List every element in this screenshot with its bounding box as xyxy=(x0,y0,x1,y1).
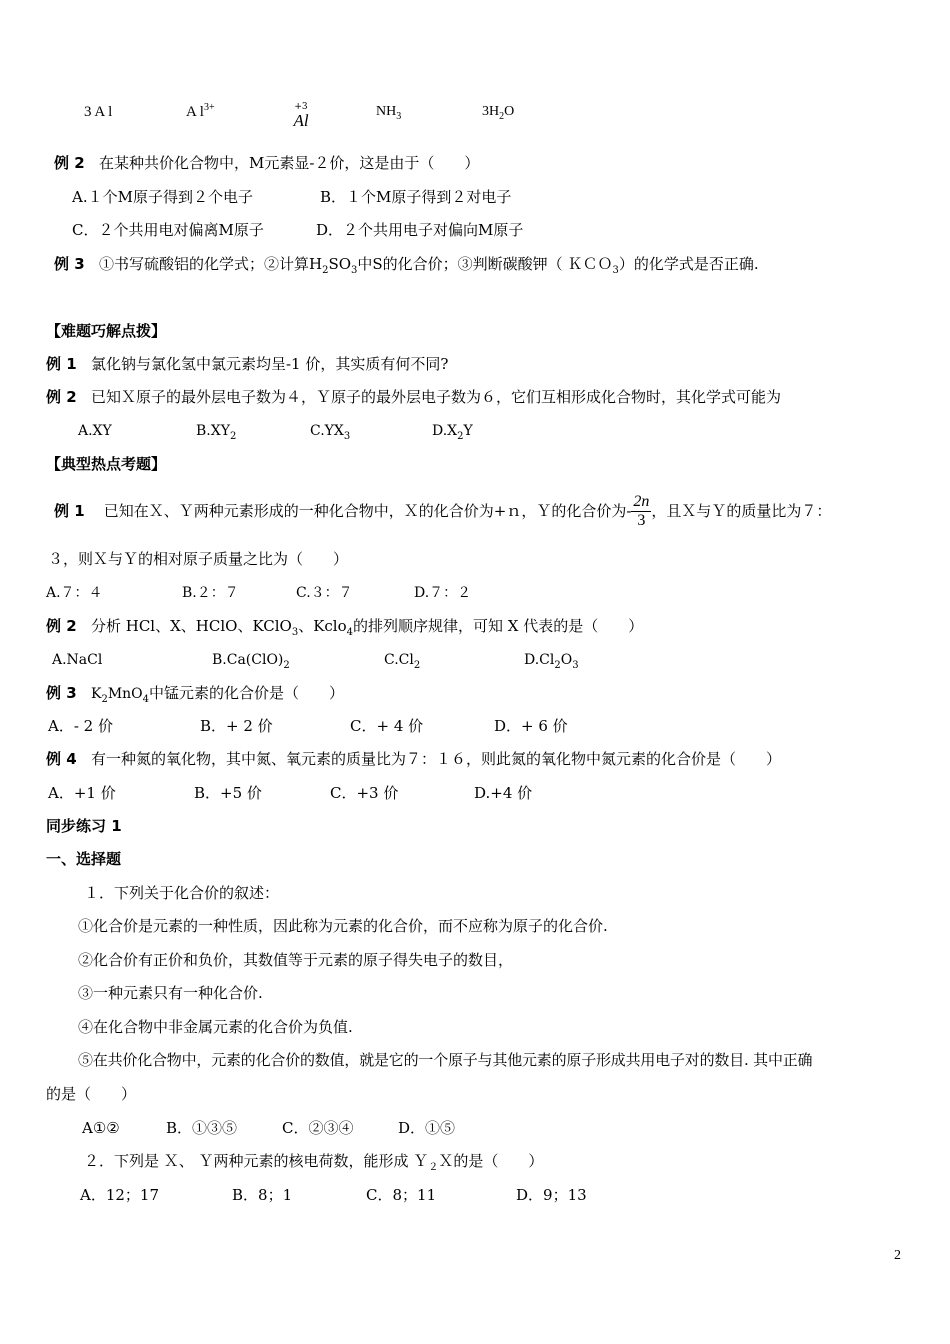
text: O xyxy=(560,652,573,668)
text: D.X xyxy=(432,423,458,439)
hard2-option-c xyxy=(310,421,350,441)
example-label: 例 2 xyxy=(54,154,85,172)
top-3h2o xyxy=(482,102,514,122)
hot1-stem-cont: ３，则Ｘ与Ｙ的相对原子质量之比为（ ） xyxy=(48,550,349,568)
hot1-stem xyxy=(54,490,831,532)
hot2-option-d xyxy=(524,650,579,670)
hot4-option-b: B．+5 价 xyxy=(194,784,262,802)
ex2-option-c: C．２个共用电对偏离M原子 xyxy=(72,221,264,239)
top-nh3 xyxy=(376,102,401,122)
hot3-option-d: D．+ 6 价 xyxy=(494,717,568,735)
text: C.YX xyxy=(310,423,344,439)
question-text: 有一种氮的氧化物，其中氮、氧元素的质量比为７：１６，则此氮的氧化物中氮元素的化合价是（ ） xyxy=(90,750,781,768)
hot1-option-c: C.３：７ xyxy=(296,585,353,601)
hot1-option-d: D.７：２ xyxy=(414,585,472,601)
q1-statement-1: ①化合价是元素的一种性质，因此称为元素的化合价，而不应称为原子的化合价. xyxy=(78,917,608,935)
hot3-option-c: C．+ 4 价 xyxy=(350,717,424,735)
text: Al xyxy=(293,111,309,130)
q2-option-d: D．9；13 xyxy=(516,1186,587,1204)
example-label: 例 1 xyxy=(54,502,85,520)
text: O xyxy=(504,104,515,119)
q2-option-a: A．12；17 xyxy=(80,1186,160,1204)
text: C.Cl xyxy=(384,652,414,668)
subscript: 2 xyxy=(101,694,108,705)
hot4-option-d: D.+4 价 xyxy=(474,784,533,802)
hot4-option-c: C．+3 价 xyxy=(330,784,399,802)
subscript: 2 xyxy=(413,659,421,671)
subscript: 2 xyxy=(283,659,290,671)
text: MnO xyxy=(107,686,143,702)
text: A l xyxy=(186,104,204,120)
q2-option-c: C．8；11 xyxy=(366,1186,437,1204)
subscript: 3 xyxy=(343,430,351,442)
text: Ｘ的是（ ） xyxy=(438,1152,544,1170)
q2-option-b: B．8；1 xyxy=(232,1186,293,1204)
fraction-two-n-over-three xyxy=(631,493,651,530)
ex2-option-b: B．１个M原子得到２对电子 xyxy=(320,188,512,206)
subscript: 4 xyxy=(142,694,150,705)
hard1-stem xyxy=(46,354,448,374)
q1-statement-4: ④在化合物中非金属元素的化合价为负值. xyxy=(78,1018,353,1036)
text: ，且Ｘ与Ｙ的质量比为７： xyxy=(651,502,832,520)
hard2-stem xyxy=(46,387,781,407)
fraction-numerator: 2n xyxy=(633,492,650,510)
hard2-option-a xyxy=(78,421,112,441)
valence-label: +3 xyxy=(294,102,308,112)
text: B.XY xyxy=(196,423,230,439)
example-label: 例 4 xyxy=(46,750,77,768)
example-label: 例 3 xyxy=(54,255,85,273)
question-text: 氯化钠与氯化氢中氯元素均呈-1 价，其实质有何不同? xyxy=(90,355,449,373)
hot4-option-a: A．+1 价 xyxy=(48,784,116,802)
text: B.Ca(ClO) xyxy=(212,652,284,668)
subscript: 3 xyxy=(291,627,299,638)
example-label: 例 3 xyxy=(46,684,77,702)
hot1-option-b: B.２：７ xyxy=(182,585,239,601)
hard2-option-d xyxy=(432,421,473,441)
q1-option-b: B．①③⑤ xyxy=(166,1119,238,1137)
q1-statement-5-cont: 的是（ ） xyxy=(46,1085,137,1103)
text: ２．下列是 Ｘ、 Ｙ两种元素的核电荷数，能形成 Ｙ xyxy=(84,1152,429,1170)
ex3-stem xyxy=(54,254,759,274)
text: 分析 HCl、X、HClO、KClO xyxy=(90,617,292,635)
text: SO xyxy=(328,255,352,273)
question-text: 已知Ｘ原子的最外层电子数为４，Ｙ原子的最外层电子数为６，它们互相形成化合物时，其化学式可能为 xyxy=(90,388,781,406)
subscript: 2 xyxy=(499,110,505,122)
hot2-option-b xyxy=(212,650,290,670)
text: ）的化学式是否正确. xyxy=(618,255,759,273)
question-text: 在某种共价化合物中，M元素显-２价，这是由于（ ） xyxy=(98,154,480,172)
hot2-option-c xyxy=(384,650,420,670)
text: D.Cl xyxy=(524,652,555,668)
section-title-hard: 【难题巧解点拨】 xyxy=(46,322,167,340)
hot1-option-a: A.７：４ xyxy=(46,585,103,601)
hard2-option-b xyxy=(196,421,236,441)
text: 3H xyxy=(482,104,500,119)
subscript: 2 xyxy=(322,265,329,276)
q1-statement-3: ③一种元素只有一种化合价. xyxy=(78,984,263,1002)
q1-statement-5: ⑤在共价化合物中，元素的化合价的数值，就是它的一个原子与其他元素的原子形成共用电子对的数目. 其中正确 xyxy=(78,1051,813,1069)
practice-subtitle: 一、选择题 xyxy=(46,850,122,868)
subscript: 3 xyxy=(351,265,358,276)
q2-stem xyxy=(84,1151,543,1171)
q1-option-d: D．①⑤ xyxy=(398,1119,456,1137)
q1-option-c: C．②③④ xyxy=(282,1119,354,1137)
ex2-option-a: A.１个M原子得到２个电子 xyxy=(72,188,253,206)
subscript: 2 xyxy=(229,430,237,442)
hot2-stem xyxy=(46,616,643,636)
subscript: 4 xyxy=(346,627,354,638)
q1-statement-2: ②化合价有正价和负价，其数值等于元素的原子得失电子的数目， xyxy=(78,951,514,969)
fraction-denominator: 3 xyxy=(637,511,646,529)
text: NH xyxy=(376,104,397,119)
hot3-option-a: A．- 2 价 xyxy=(48,717,113,735)
example-label: 例 1 xyxy=(46,355,77,373)
subscript: 3 xyxy=(396,110,402,122)
section-title-hot: 【典型热点考题】 xyxy=(46,455,167,473)
q1-stem: １．下列关于化合价的叙述： xyxy=(84,884,280,902)
text: ①书写硫酸铝的化学式；②计算H xyxy=(98,255,323,273)
text: A.XY xyxy=(78,423,112,439)
text: 已知在Ｘ、Ｙ两种元素形成的一种化合物中，Ｘ的化合价为+ｎ，Ｙ的化合价为- xyxy=(103,502,632,520)
text: 中锰元素的化合价是（ ） xyxy=(149,684,345,702)
subscript: 2 xyxy=(457,430,464,442)
text: 的排列顺序规律，可知 X 代表的是（ ） xyxy=(353,617,644,635)
page-number: 2 xyxy=(894,1248,901,1263)
example-label: 例 2 xyxy=(46,388,77,406)
ex2-stem xyxy=(54,153,479,173)
subscript: 3 xyxy=(572,659,579,671)
hot3-stem xyxy=(46,683,344,704)
superscript: 3+ xyxy=(203,102,215,113)
top-al-valence xyxy=(292,102,310,130)
text: K xyxy=(90,686,102,702)
text: Y xyxy=(463,423,473,439)
practice-title: 同步练习 1 xyxy=(46,817,122,835)
subscript: 2 xyxy=(554,659,561,671)
top-three-al xyxy=(84,102,112,122)
top-al-ion xyxy=(186,102,215,122)
text: 中S的化合价；③判断碳酸钾（ ＫＣＯ xyxy=(357,255,613,273)
subscript: ２ xyxy=(428,1162,439,1173)
hot3-option-b: B．+ 2 价 xyxy=(200,717,273,735)
text: 3 A l xyxy=(84,104,113,120)
hot4-stem xyxy=(46,749,781,769)
ex2-option-d: D．２个共用电子对偏向M原子 xyxy=(316,221,524,239)
hot2-option-a: A.NaCl xyxy=(52,652,103,668)
subscript: 3 xyxy=(612,265,619,276)
q1-option-a: A①② xyxy=(82,1119,120,1137)
example-label: 例 2 xyxy=(46,617,77,635)
text: 、Kclo xyxy=(298,617,347,635)
